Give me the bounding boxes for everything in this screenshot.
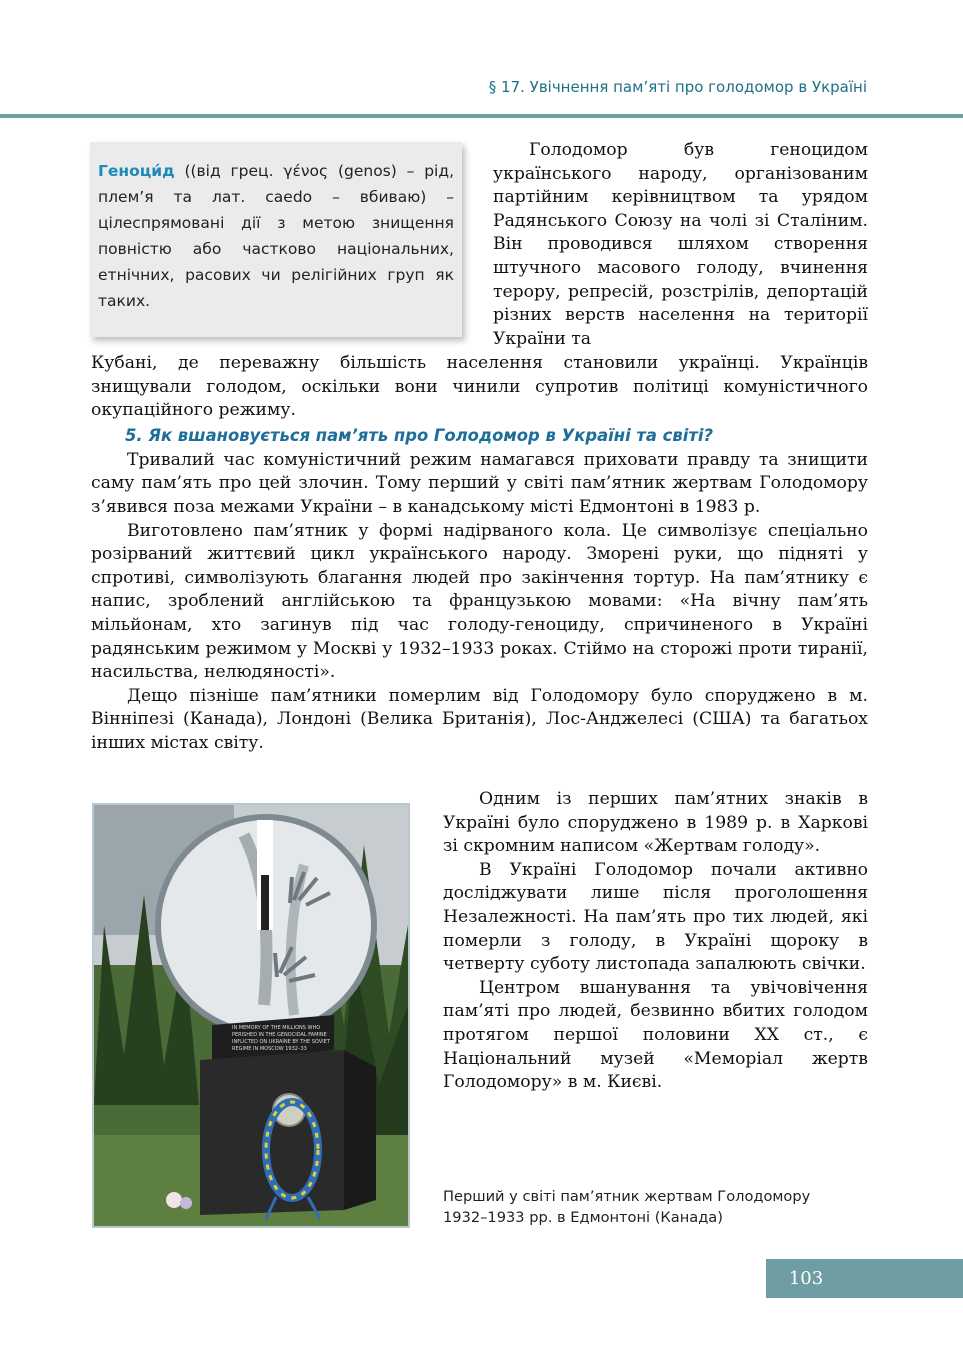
section-paragraph-2: Виготовлено пам’ятник у формі надірваного кола. Це символізує спеціально розірваний життєвий цикл українського народу. Зморені руки, що підняті у спротиві, символізують благання людей про закінчення тортур. На пам’ятнику є напис, зроблений англійською та французькою мовами: «На вічну пам’ять мільйонам, хто загинув під час голоду-геноциду, спричиненого в Україні радянським режимом у Москві у 1932–1933 роках. Стіймо на сторожі проти тиранії, насильства, нелюдяності». [91,520,868,683]
section-heading: 5. Як вшановується пам’ять про Голодомор в Україні та світі? [125,425,713,445]
monument-illustration [94,805,408,1226]
intro-continuation: Кубані, де переважну більшість населення становили українці. Українців знищували голодом, оскільки вони чинили супротив політиці комуністичного окупаційного режиму. [91,353,868,421]
page-number-box [766,1259,963,1298]
main-text-column [91,352,868,756]
monument-photo [92,803,410,1228]
definition-body: ((від грец. γένος (genos) – рід, плем’я та лат. caedo – вбиваю) – цілеспрямовані дії з метою знищення повністю або частково національних, етнічних, расових чи релігійних груп як таких. [98,162,454,310]
page-number: 103 [788,1268,824,1289]
running-header: § 17. Увічнення пам’яті про голодомор в Україні [488,78,867,96]
caption-line-2: 1932–1933 рр. в Едмонтоні (Канада) [443,1209,723,1226]
photo-caption [443,1186,810,1228]
section-paragraph-3: Дещо пізніше пам’ятники померлим від Голодомору було споруджено в м. Вінніпезі (Канада), Лондоні (Велика Британія), Лос-Анджелесі (США) та багатьох інших містах світу. [91,685,868,753]
caption-line-1: Перший у світі пам’ятник жертвам Голодомору [443,1188,811,1205]
definition-term: Геноци́д [98,162,175,180]
svg-text:PERISHED IN THE GENOCIDAL FAMI: PERISHED IN THE GENOCIDAL FAMINE [232,1032,327,1038]
definition-text [98,158,454,314]
photo-paragraph-1: Одним із перших пам’ятних знаків в Україні було споруджено в 1989 р. в Харкові зі скромним написом «Жертвам голоду». [443,789,868,857]
section-paragraph-1: Тривалий час комуністичний режим намагався приховати правду та знищити саму пам’ять про цей злочин. Тому перший у світі пам’ятник жертвам Голодомору з’явився поза межами України – в канадському місті Едмонтоні в 1983 р. [91,449,868,517]
photo-side-column [443,788,868,1095]
svg-text:IN MEMORY OF THE MILLIONS WHO: IN MEMORY OF THE MILLIONS WHO [232,1025,321,1031]
photo-paragraph-3: Центром вшанування та увічовічення пам’яті про людей, безвинно вбитих голодом протягом першої половини XX ст., є Національний музей «Меморіал жертв Голодомору» в м. Києві. [443,977,868,1093]
svg-text:INFLICTED ON UKRAINE BY THE SO: INFLICTED ON UKRAINE BY THE SOVIET [232,1039,330,1045]
photo-paragraph-2: В Україні Голодомор почали активно досліджувати лише після проголошення Незалежності. На пам’ять про тих людей, які померли з голоду, в Україні щороку в четверту суботу листопада запалюють свічки. [443,859,868,975]
intro-column [493,139,868,351]
intro-paragraph: Голодомор був геноцидом українського народу, організованим партійним керівництвом та урядом Радянського Союзу на чолі зі Сталіним. Він проводився шляхом створення штучного масового голоду, вчинення терору, репресій, розстрілів, депортацій різних верств населення на території України та [493,140,868,349]
svg-text:REGIME IN MOSCOW 1932–33: REGIME IN MOSCOW 1932–33 [232,1046,307,1052]
header-rule [0,114,963,118]
